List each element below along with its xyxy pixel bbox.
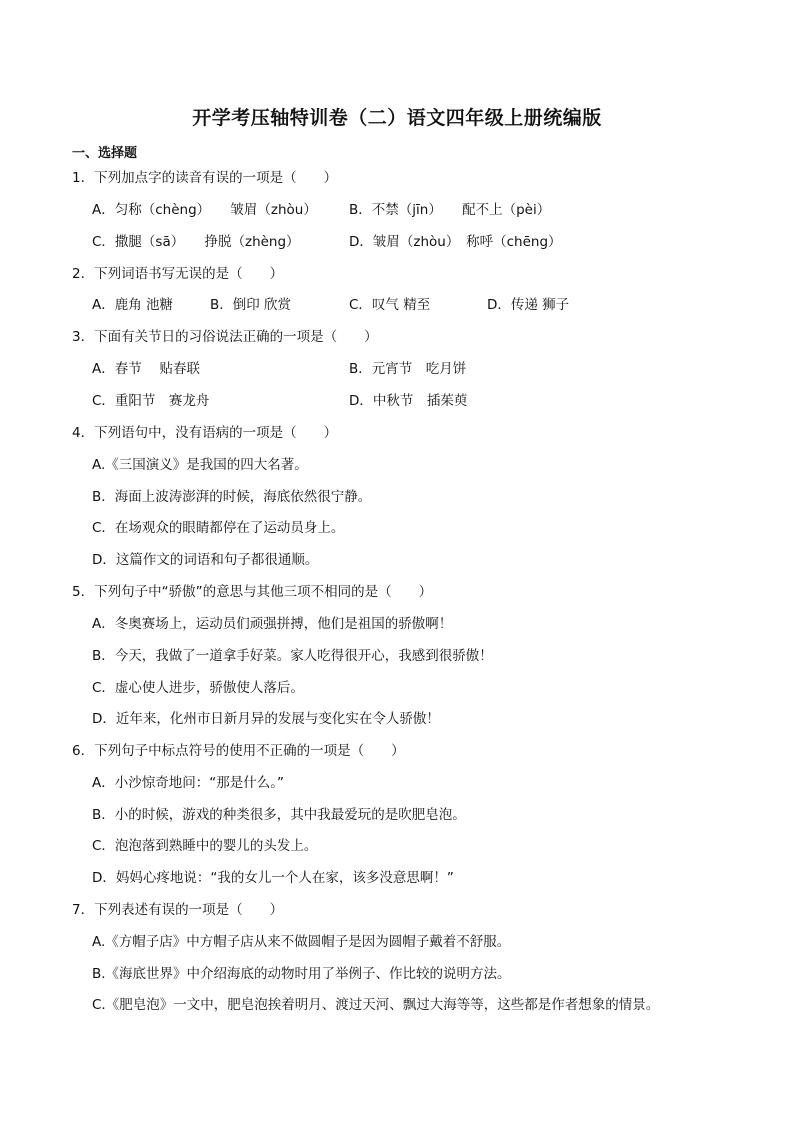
question-2-option-a: A．鹿角 池糖 — [92, 297, 174, 313]
question-1-option-d: D．皱眉（zhòu） 称呼（chēng） — [349, 234, 562, 250]
question-1-options-row-2 — [92, 230, 732, 250]
question-4-option-b: B．海面上波涛澎湃的时候，海底依然很宁静。 — [92, 489, 372, 505]
question-5-option-b: B．今天，我做了一道拿手好菜。家人吃得很开心，我感到很骄傲！ — [92, 648, 493, 664]
question-6-option-b: B．小的时候，游戏的种类很多，其中我最爱玩的是吹肥皂泡。 — [92, 807, 466, 823]
question-2-option-d: D．传递 狮子 — [487, 297, 570, 313]
question-1-options-row-1 — [92, 198, 732, 218]
question-4-option-a: A.《三国演义》是我国的四大名著。 — [92, 457, 308, 473]
question-3-option-a: A．春节 贴春联 — [92, 361, 201, 377]
question-4-option-c: C．在场观众的眼睛都停在了运动员身上。 — [92, 520, 345, 536]
question-1-option-c: C．撒腿（sā） 挣脱（zhèng） — [92, 234, 300, 250]
question-3-option-c: C．重阳节 赛龙舟 — [92, 393, 210, 409]
question-3-stem: 3．下面有关节日的习俗说法正确的一项是（ ） — [72, 329, 378, 345]
question-5-option-d: D．近年来，化州市日新月异的发展与变化实在令人骄傲！ — [92, 711, 440, 727]
question-5-option-a: A．冬奥赛场上，运动员们顽强拼搏，他们是祖国的骄傲啊！ — [92, 616, 453, 632]
question-5-option-c: C．虚心使人进步，骄傲使人落后。 — [92, 680, 304, 696]
question-3-options-row-1 — [92, 357, 732, 377]
question-3-option-b: B．元宵节 吃月饼 — [349, 361, 467, 377]
question-3-option-d: D．中秋节 插茱萸 — [349, 393, 468, 409]
question-7-stem: 7．下列表述有误的一项是（ ） — [72, 902, 284, 918]
question-4-stem: 4．下列语句中，没有语病的一项是（ ） — [72, 425, 338, 441]
question-7-option-a: A.《方帽子店》中方帽子店从来不做圆帽子是因为圆帽子戴着不舒服。 — [92, 934, 511, 950]
question-6-stem: 6．下列句子中标点符号的使用不正确的一项是（ ） — [72, 743, 405, 759]
question-6-option-d: D．妈妈心疼地说：“我的女儿一个人在家，该多没意思啊！” — [92, 870, 454, 886]
question-2-option-b: B．倒印 欣赏 — [210, 297, 292, 313]
question-3-options-row-2 — [92, 389, 732, 409]
question-1-option-b: B．不禁（jīn） 配不上（pèi） — [349, 202, 551, 218]
question-7-option-b: B.《海底世界》中介绍海底的动物时用了举例子、作比较的说明方法。 — [92, 966, 511, 982]
question-6-option-a: A．小沙惊奇地问：“那是什么。” — [92, 775, 284, 791]
question-6-option-c: C．泡泡落到熟睡中的婴儿的头发上。 — [92, 838, 318, 854]
question-1-option-a: A．匀称（chèng） 皱眉（zhòu） — [92, 202, 317, 218]
question-7-option-c: C.《肥皂泡》一文中，肥皂泡挨着明月、渡过天河、飘过大海等等，这些都是作者想象的情景。 — [92, 997, 660, 1013]
question-4-option-d: D．这篇作文的词语和句子都很通顺。 — [92, 552, 319, 568]
exam-title: 开学考压轴特训卷（二）语文四年级上册统编版 — [192, 107, 602, 129]
question-1-stem: 1．下列加点字的读音有误的一项是（ ） — [72, 170, 338, 186]
question-5-stem: 5．下列句子中“骄傲”的意思与其他三项不相同的是（ ） — [72, 584, 433, 600]
section-heading: 一、选择题 — [72, 146, 138, 161]
question-2-options-row — [92, 293, 732, 313]
question-2-option-c: C．叹气 精至 — [349, 297, 431, 313]
question-2-stem: 2．下列词语书写无误的是（ ） — [72, 266, 284, 282]
